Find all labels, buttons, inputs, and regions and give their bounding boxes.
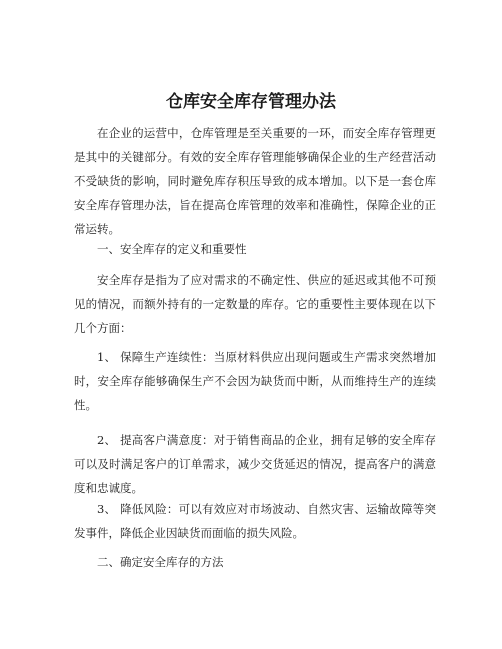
list-item-1: 1、 保障生产连续性：当原材料供应出现问题或生产需求突然增加时，安全库存能够确保生产不会因为缺货而中断，从而维持生产的连续性。 (74, 350, 436, 412)
section1-paragraph: 安全库存是指为了应对需求的不确定性、供应的延迟或其他不可预见的情况，而额外持有的一定数量的库存。它的重要性主要体现在以下几个方面： (74, 273, 436, 335)
section-heading-2: 二、确定安全库存的方法 (97, 555, 224, 569)
list-item-2: 2、 提高客户满意度：对于销售商品的企业，拥有足够的安全库存可以及时满足客户的订单需求，减少交货延迟的情况，提高客户的满意度和忠诚度。 (74, 433, 436, 495)
list-item-3: 3、 降低风险：可以有效应对市场波动、自然灾害、运输故障等突发事件，降低企业因缺货而面临的损失风险。 (74, 502, 436, 540)
document-title: 仓库安全库存管理办法 (166, 92, 336, 112)
section-heading-1: 一、安全库存的定义和重要性 (97, 242, 247, 256)
intro-paragraph: 在企业的运营中，仓库管理是至关重要的一环，而安全库存管理更是其中的关键部分。有效的安全库存管理能够确保企业的生产经营活动不受缺货的影响，同时避免库存积压导致的成本增加。以下是一套仓库安全库存管理办法，旨在提高仓库管理的效率和准确性，保障企业的正常运转。 (74, 126, 436, 236)
